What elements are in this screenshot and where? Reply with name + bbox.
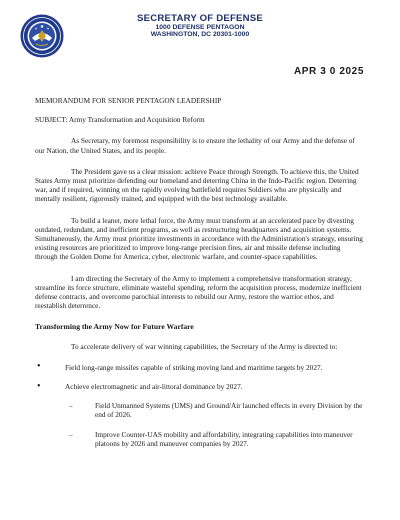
letterhead-address-line1: 1000 DEFENSE PENTAGON	[155, 24, 245, 32]
letterhead-title: SECRETARY OF DEFENSE	[137, 13, 263, 24]
bullet-item: • Achieve electromagnetic and air-littoral dominance by 2027.	[35, 382, 365, 391]
directive-list	[35, 363, 365, 391]
sub-directive-list	[35, 401, 365, 448]
subject-line: SUBJECT: Army Transformation and Acquisition Reform	[35, 115, 205, 125]
memo-body	[35, 96, 365, 458]
sub-bullet-item: – Field Unmanned Systems (UMS) and Ground/Air launched effects in every Division by the end of 2026.	[35, 401, 365, 419]
paragraph-1: As Secretary, my foremost responsibility is to ensure the lethality of our Army and the defense of our Nation, the United States, and its people.	[35, 136, 355, 155]
letterhead-address-line2: WASHINGTON, DC 20301-1000	[150, 31, 250, 39]
bullet-item: • Field long-range missiles capable of striking moving land and maritime targets by 2027.	[35, 363, 365, 372]
memo-date: APR 3 0 2025	[293, 66, 364, 77]
section-heading: Transforming the Army Now for Future Warfare	[35, 322, 194, 332]
paragraph-2: The President gave us a clear mission: achieve Peace through Strength. To achieve this, the United States Army must prioritize defending our homeland and deterring China in the Indo-Pacific region. Deterring war, and if required, winning on the rapidly evolving battlefield requires Soldiers who are physically and mentally resilient, rigorously trained, and equipped with the best technology available.	[35, 166, 359, 204]
letterhead	[0, 14, 400, 38]
sub-bullet-item: – Improve Counter-UAS mobility and affordability, integrating capabilities into maneuver platoons by 2026 and maneuver companies by 2027.	[35, 430, 365, 448]
memorandum-for-line: MEMORANDUM FOR SENIOR PENTAGON LEADERSHIP	[35, 96, 222, 105]
paragraph-3: To build a leaner, more lethal force, the Army must transform at an accelerated pace by divesting outdated, redundant, and inefficient programs, as well as restructuring headquarters and acquisition systems. Simultaneously, the Army must prioritize investments in accordance with the Administration's strategy, ensuring existing resources are prioritized to improve long-range precision fires, air and missile defense including through the Golden Dome for America, cyber, electronic warfare, and counter-space capabilities.	[35, 215, 363, 262]
paragraph-4: I am directing the Secretary of the Army to implement a comprehensive transformation strategy, streamline its force structure, eliminate wasteful spending, reform the acquisition process, modernize inefficient defense contracts, and overcome parochial interests to rebuild our Army, restore the warrior ethos, and reestablish deterrence.	[35, 273, 362, 311]
section-intro: To accelerate delivery of war winning capabilities, the Secretary of the Army is directed to:	[71, 341, 338, 351]
